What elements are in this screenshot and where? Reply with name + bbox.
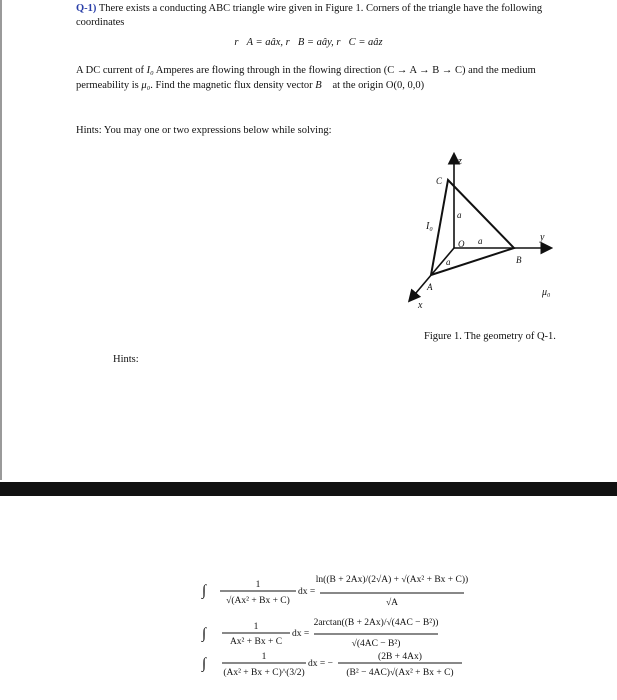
- y-axis-label: y: [540, 232, 545, 243]
- f3-denominator: (Ax² + Bx + C)^(3/2): [223, 668, 305, 678]
- integral-formulas: [200, 562, 480, 682]
- f3-integral: ∫: [202, 656, 207, 672]
- current-label: I₀: [426, 221, 433, 232]
- vertex-b-label: B: [516, 255, 522, 265]
- figure-caption: Figure 1. The geometry of Q-1.: [424, 331, 556, 342]
- b-vector-symbol: B⃗: [315, 80, 330, 91]
- triangle-figure: [400, 150, 580, 320]
- dc-text-1: A DC current of: [76, 65, 147, 76]
- f3-result-numerator: (2B + 4Ax): [378, 652, 422, 662]
- f1-denominator: √(Ax² + Bx + C): [226, 596, 290, 606]
- f3-result-denominator: (B² − 4AC)√(Ax² + Bx + C): [346, 668, 454, 678]
- permeability-label: μ₀: [542, 287, 551, 298]
- dc-text-4: at the origin O(0, 0,0): [329, 80, 425, 91]
- formula-2: [201, 617, 438, 649]
- f1-dx: dx =: [298, 587, 316, 597]
- question-intro-text: There exists a conducting ABC triangle wire given in Figure 1. Corners of the triangle have the following coordinates: [76, 3, 543, 28]
- length-a-y: a: [478, 236, 483, 246]
- length-a-z: a: [457, 210, 462, 220]
- f1-integral: ∫: [202, 583, 207, 599]
- length-a-x: a: [446, 257, 451, 267]
- x-axis-label: x: [418, 300, 423, 311]
- hints-label: Hints:: [113, 354, 139, 365]
- left-border-line: [0, 0, 2, 480]
- formula-1: [201, 574, 468, 608]
- dc-text-2: Amperes are flowing through in the flowing direction (C → A → B → C) and the medium permeability is: [76, 65, 536, 91]
- z-axis-label: z: [458, 156, 462, 167]
- f2-integral: ∫: [202, 626, 207, 642]
- f1-numerator: 1: [255, 580, 261, 590]
- f2-numerator: 1: [253, 622, 259, 632]
- f1-result-denominator: √A: [385, 598, 399, 608]
- current-description: [76, 63, 576, 93]
- origin-label: O: [458, 239, 465, 249]
- f2-denominator: Ax² + Bx + C: [229, 637, 283, 647]
- dc-text-3: . Find the magnetic flux density vector: [150, 80, 316, 91]
- current-symbol: I₀: [146, 65, 154, 76]
- permeability-symbol: μ₀: [141, 80, 151, 91]
- coordinates-equation: r⃗A = aâx, r⃗B = aây, r⃗C = aâz: [234, 37, 383, 48]
- question-number: Q-1): [76, 3, 97, 14]
- vertex-a-label: A: [427, 282, 433, 292]
- hints-intro: Hints: You may one or two expressions below while solving:: [76, 125, 332, 136]
- vertex-c-label: C: [436, 176, 443, 186]
- f1-result-numerator: ln((B + 2Ax)/(2√A) + √(Ax² + Bx + C)): [315, 575, 469, 585]
- formula-3: [201, 651, 462, 678]
- black-separator-band: [0, 482, 617, 496]
- question-intro: [76, 2, 576, 30]
- f3-numerator: 1: [261, 652, 267, 662]
- f2-dx: dx =: [292, 629, 310, 639]
- f2-result-numerator: 2arctan((B + 2Ax)/√(4AC − B²)): [313, 618, 439, 628]
- f2-result-denominator: √(4AC − B²): [351, 639, 401, 649]
- f3-dx: dx = −: [308, 659, 333, 669]
